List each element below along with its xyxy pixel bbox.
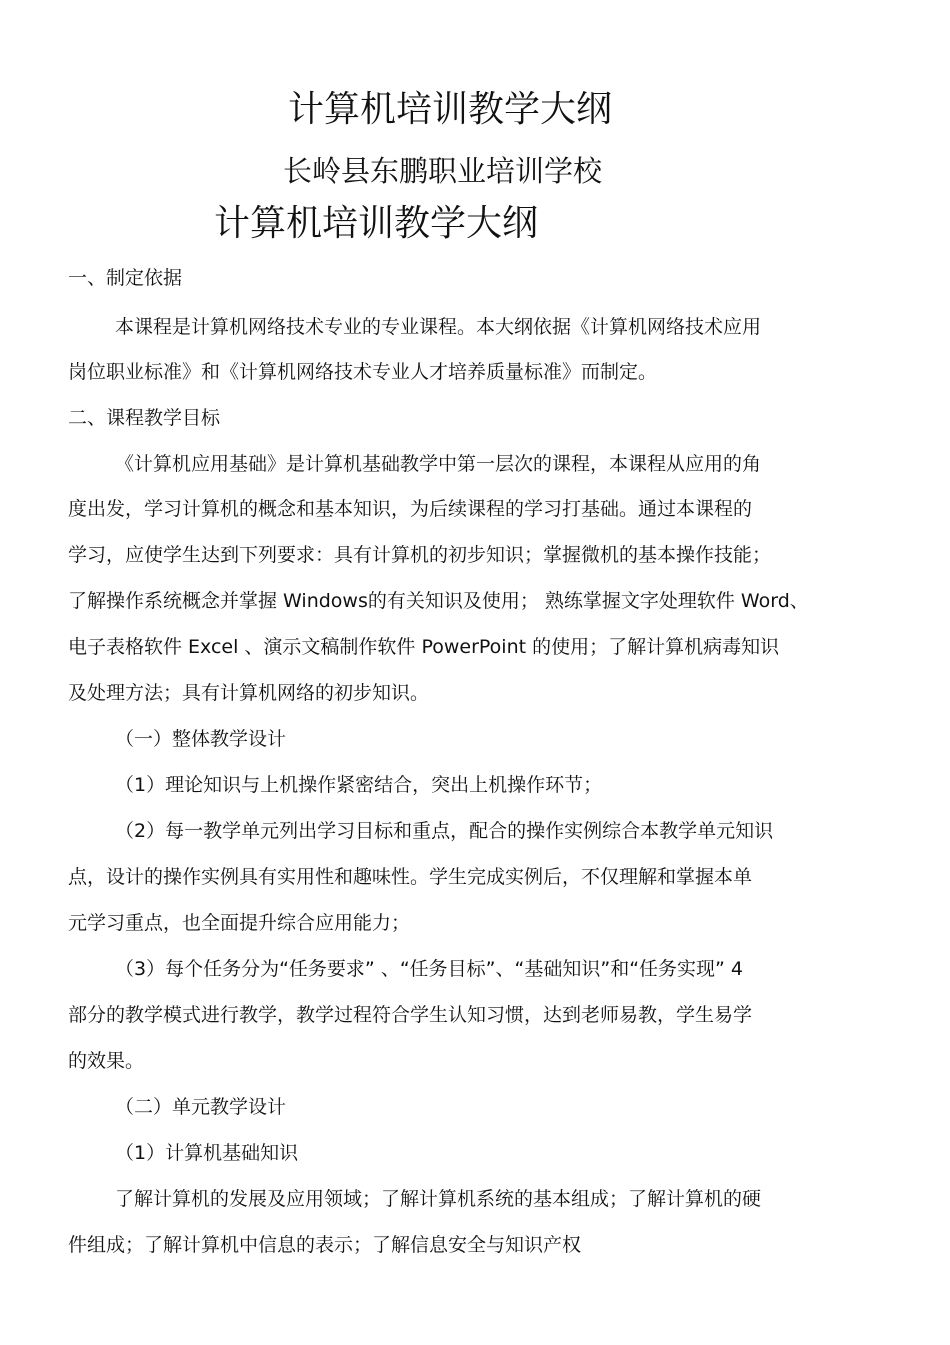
- list-item: （3）每个任务分为“任务要求” 、“任务目标”、“基础知识”和“任务实现” 4: [115, 958, 744, 980]
- section-heading-basis: 一、制定依据: [68, 267, 183, 289]
- paragraph-line: 了解操作系统概念并掌握 Windows的有关知识及使用； 熟练掌握文字处理软件 Word、: [68, 590, 809, 612]
- document-title-top: 计算机培训教学大纲: [288, 89, 613, 130]
- paragraph-line: 《计算机应用基础》是计算机基础教学中第一层次的课程，本课程从应用的角: [115, 453, 762, 475]
- list-item: （1）理论知识与上机操作紧密结合，突出上机操作环节；: [115, 774, 603, 796]
- paragraph-line: 岗位职业标准》和《计算机网络技术专业人才培养质量标准》而制定。: [68, 361, 658, 383]
- paragraph-line: 度出发，学习计算机的概念和基本知识，为后续课程的学习打基础。通过本课程的: [68, 498, 753, 520]
- paragraph-line: 元学习重点，也全面提升综合应用能力；: [68, 912, 411, 934]
- document-title-main: 计算机培训教学大纲: [214, 203, 539, 244]
- paragraph-line: 的效果。: [68, 1050, 145, 1072]
- paragraph-line: 点，设计的操作实例具有实用性和趣味性。学生完成实例后，不仅理解和掌握本单: [68, 866, 753, 888]
- subsection-heading-overall: （一）整体教学设计: [115, 728, 287, 750]
- subsection-heading-unit: （二）单元教学设计: [115, 1096, 287, 1118]
- paragraph-line: 及处理方法；具有计算机网络的初步知识。: [68, 682, 430, 704]
- school-name: 长岭县东鹏职业培训学校: [283, 154, 603, 188]
- paragraph-line: 部分的教学模式进行教学，教学过程符合学生认知习惯，达到老师易教，学生易学: [68, 1004, 753, 1026]
- paragraph-line: 了解计算机的发展及应用领域；了解计算机系统的基本组成；了解计算机的硬: [115, 1188, 762, 1210]
- paragraph-line: 本课程是计算机网络技术专业的专业课程。本大纲依据《计算机网络技术应用: [115, 316, 762, 338]
- paragraph-line: 学习，应使学生达到下列要求：具有计算机的初步知识；掌握微机的基本操作技能；: [68, 544, 772, 566]
- paragraph-line: 电子表格软件 Excel 、演示文稿制作软件 PowerPoint 的使用；了解计算机病毒知识: [68, 636, 780, 658]
- section-heading-objectives: 二、课程教学目标: [68, 407, 221, 429]
- paragraph-line: 件组成；了解计算机中信息的表示；了解信息安全与知识产权: [68, 1234, 582, 1256]
- list-item: （2）每一教学单元列出学习目标和重点，配合的操作实例综合本教学单元知识: [115, 820, 774, 842]
- unit-title: （1）计算机基础知识: [115, 1142, 299, 1164]
